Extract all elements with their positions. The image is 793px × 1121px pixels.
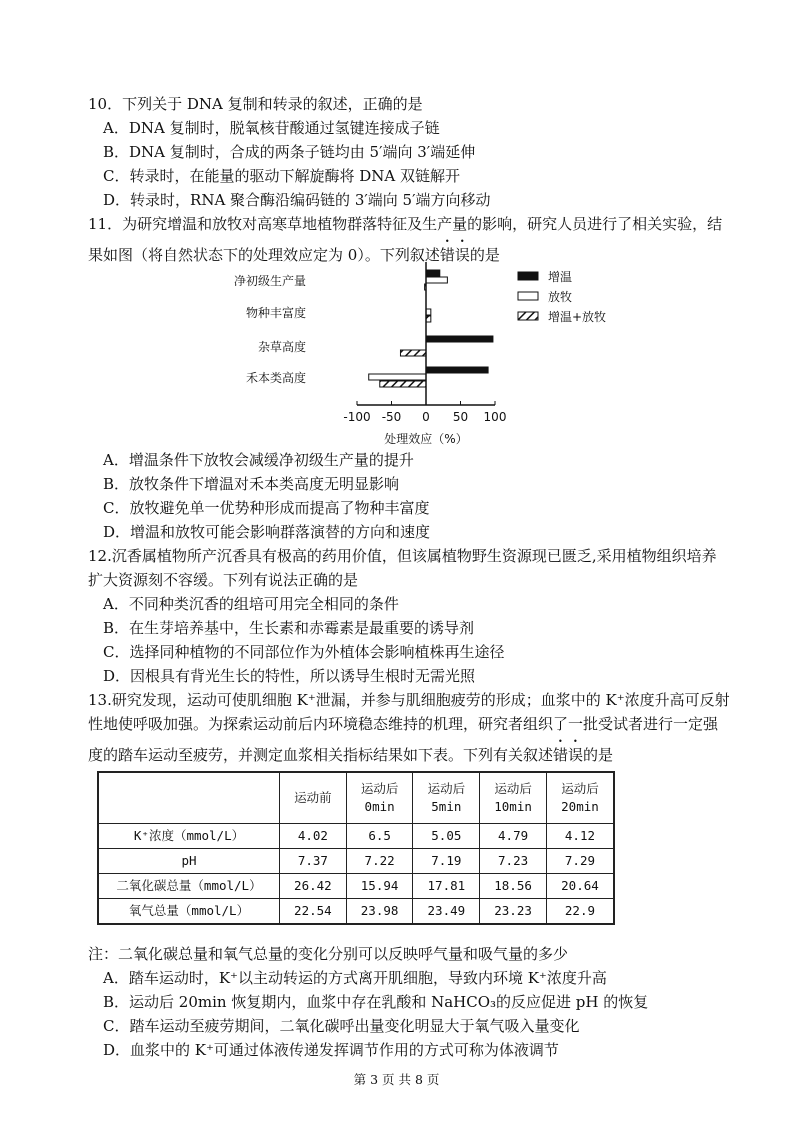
q10-option-b: B．DNA 复制时，合成的两条子链均由 5′端向 3′端延伸 bbox=[103, 143, 476, 161]
q13-stem-line2: 性地使呼吸加强。为探索运动前后内环境稳态维持的机理，研究者组织了一批受试者进行一定强 bbox=[88, 715, 719, 733]
chart-legend-swatch bbox=[518, 312, 538, 320]
chart-x-tick-label: 100 bbox=[483, 410, 507, 424]
table-header-after-0: 运动后 0min bbox=[346, 772, 413, 824]
q12-option-c: C．选择同种植物的不同部位作为外植体会影响植株再生途径 bbox=[103, 643, 505, 661]
chart-bar bbox=[426, 367, 488, 373]
table-row: 二氧化碳总量（mmol/L） 26.42 15.94 17.81 18.56 20.64 bbox=[98, 874, 614, 899]
q12-stem-line2: 扩大资源刻不容缓。下列有说法正确的是 bbox=[88, 571, 359, 589]
chart-x-axis-label: 处理效应（%） bbox=[384, 432, 468, 446]
chart-bar bbox=[369, 374, 426, 380]
chart-bar bbox=[426, 336, 493, 342]
q13-option-a: A．踏车运动时，K⁺以主动转运的方式离开肌细胞，导致内环境 K⁺浓度升高 bbox=[103, 969, 607, 987]
q13-option-c: C．踏车运动至疲劳期间，二氧化碳呼出量变化明显大于氧气吸入量变化 bbox=[103, 1017, 580, 1035]
q12-option-d: D．因根具有背光生长的特性，所以诱导生根时无需光照 bbox=[103, 667, 476, 685]
page-footer: 第 3 页 共 8 页 bbox=[353, 1072, 440, 1087]
q11-option-d: D．增温和放牧可能会影响群落演替的方向和速度 bbox=[103, 523, 431, 541]
q12-stem-line1: 12.沉香属植物所产沉香具有极高的药用价值，但该属植物野生资源现已匮乏,采用植物组织培养 bbox=[88, 547, 717, 565]
q12-option-a: A．不同种类沉香的组培可用完全相同的条件 bbox=[103, 595, 399, 613]
q11-option-c: C．放牧避免单一优势种形成而提高了物种丰富度 bbox=[103, 499, 430, 517]
chart-legend-swatch bbox=[518, 292, 538, 300]
q13-stem-line3-post: 的是 bbox=[583, 746, 614, 764]
q11-stem-line2-pre: 果如图（将自然状态下的处理效应定为 0）。下列叙述 bbox=[88, 246, 440, 264]
chart-category-label: 净初级生产量 bbox=[233, 274, 306, 288]
chart-legend-swatch bbox=[518, 272, 538, 280]
q13-option-b: B．运动后 20min 恢复期内，血浆中存在乳酸和 NaHCO₃的反应促进 pH 的恢复 bbox=[103, 993, 649, 1011]
chart-x-tick-label: 50 bbox=[452, 410, 469, 424]
chart-category-label: 禾本类高度 bbox=[245, 371, 306, 385]
q13-data-table bbox=[97, 771, 615, 925]
q10-option-a: A．DNA 复制时，脱氧核苷酸通过氢键连接成子链 bbox=[103, 119, 440, 137]
chart-bar bbox=[400, 350, 426, 356]
chart-bar bbox=[426, 270, 440, 276]
q13-note: 注：二氧化碳总量和氧气总量的变化分别可以反映呼气量和吸气量的多少 bbox=[88, 945, 569, 963]
q11-stem-line2-post: 的是 bbox=[469, 246, 500, 264]
table-header-after-20: 运动后 20min bbox=[546, 772, 614, 824]
q13-option-d: D．血浆中的 K⁺可通过体液传递发挥调节作用的方式可称为体液调节 bbox=[103, 1041, 559, 1059]
table-header-corner bbox=[98, 772, 280, 824]
q11-emphasis: 错误 bbox=[439, 246, 470, 264]
table-header-after-10: 运动后 10min bbox=[480, 772, 547, 824]
chart-bar bbox=[426, 277, 447, 283]
q11-bar-chart bbox=[210, 262, 630, 447]
table-row: 氧气总量（mmol/L） 22.54 23.98 23.49 23.23 22.9 bbox=[98, 899, 614, 925]
chart-legend-label: 增温 bbox=[548, 270, 573, 284]
table-row: K⁺浓度（mmol/L） 4.02 6.5 5.05 4.79 4.12 bbox=[98, 824, 614, 849]
q11-option-a: A．增温条件下放牧会减缓净初级生产量的提升 bbox=[103, 451, 414, 469]
q11-option-b: B．放牧条件下增温对禾本类高度无明显影响 bbox=[103, 475, 400, 493]
q10-option-d: D．转录时，RNA 聚合酶沿编码链的 3′端向 5′端方向移动 bbox=[103, 191, 491, 209]
chart-x-tick-label: -50 bbox=[381, 410, 402, 424]
q13-emphasis: 错误 bbox=[553, 746, 584, 764]
chart-category-label: 物种丰富度 bbox=[245, 306, 306, 320]
q12-option-b: B．在生芽培养基中，生长素和赤霉素是最重要的诱导剂 bbox=[103, 619, 475, 637]
q13-stem-line3 bbox=[88, 737, 613, 766]
q11-stem-line1: 11．为研究增温和放牧对高寒草地植物群落特征及生产量的影响，研究人员进行了相关实验，结 bbox=[88, 215, 723, 233]
chart-x-tick-label: -100 bbox=[343, 410, 371, 424]
chart-bar bbox=[380, 381, 426, 387]
q13-stem-line1: 13.研究发现，运动可使肌细胞 K⁺泄漏，并参与肌细胞疲劳的形成；血浆中的 K⁺浓度升高可反射 bbox=[88, 691, 730, 709]
table-header-row bbox=[98, 772, 614, 824]
chart-legend-label: 增温+放牧 bbox=[548, 310, 607, 324]
table-header-after-5: 运动后 5min bbox=[413, 772, 480, 824]
chart-legend-label: 放牧 bbox=[548, 290, 573, 304]
table-row: pH 7.37 7.22 7.19 7.23 7.29 bbox=[98, 849, 614, 874]
q10-option-c: C．转录时，在能量的驱动下解旋酶将 DNA 双链解开 bbox=[103, 167, 460, 185]
chart-category-label: 杂草高度 bbox=[257, 340, 306, 354]
q10-stem: 10．下列关于 DNA 复制和转录的叙述，正确的是 bbox=[88, 95, 423, 113]
q13-stem-line3-pre: 度的踏车运动至疲劳，并测定血浆相关指标结果如下表。下列有关叙述 bbox=[88, 746, 554, 764]
table-header-before: 运动前 bbox=[280, 772, 347, 824]
chart-x-tick-label: 0 bbox=[422, 410, 430, 424]
